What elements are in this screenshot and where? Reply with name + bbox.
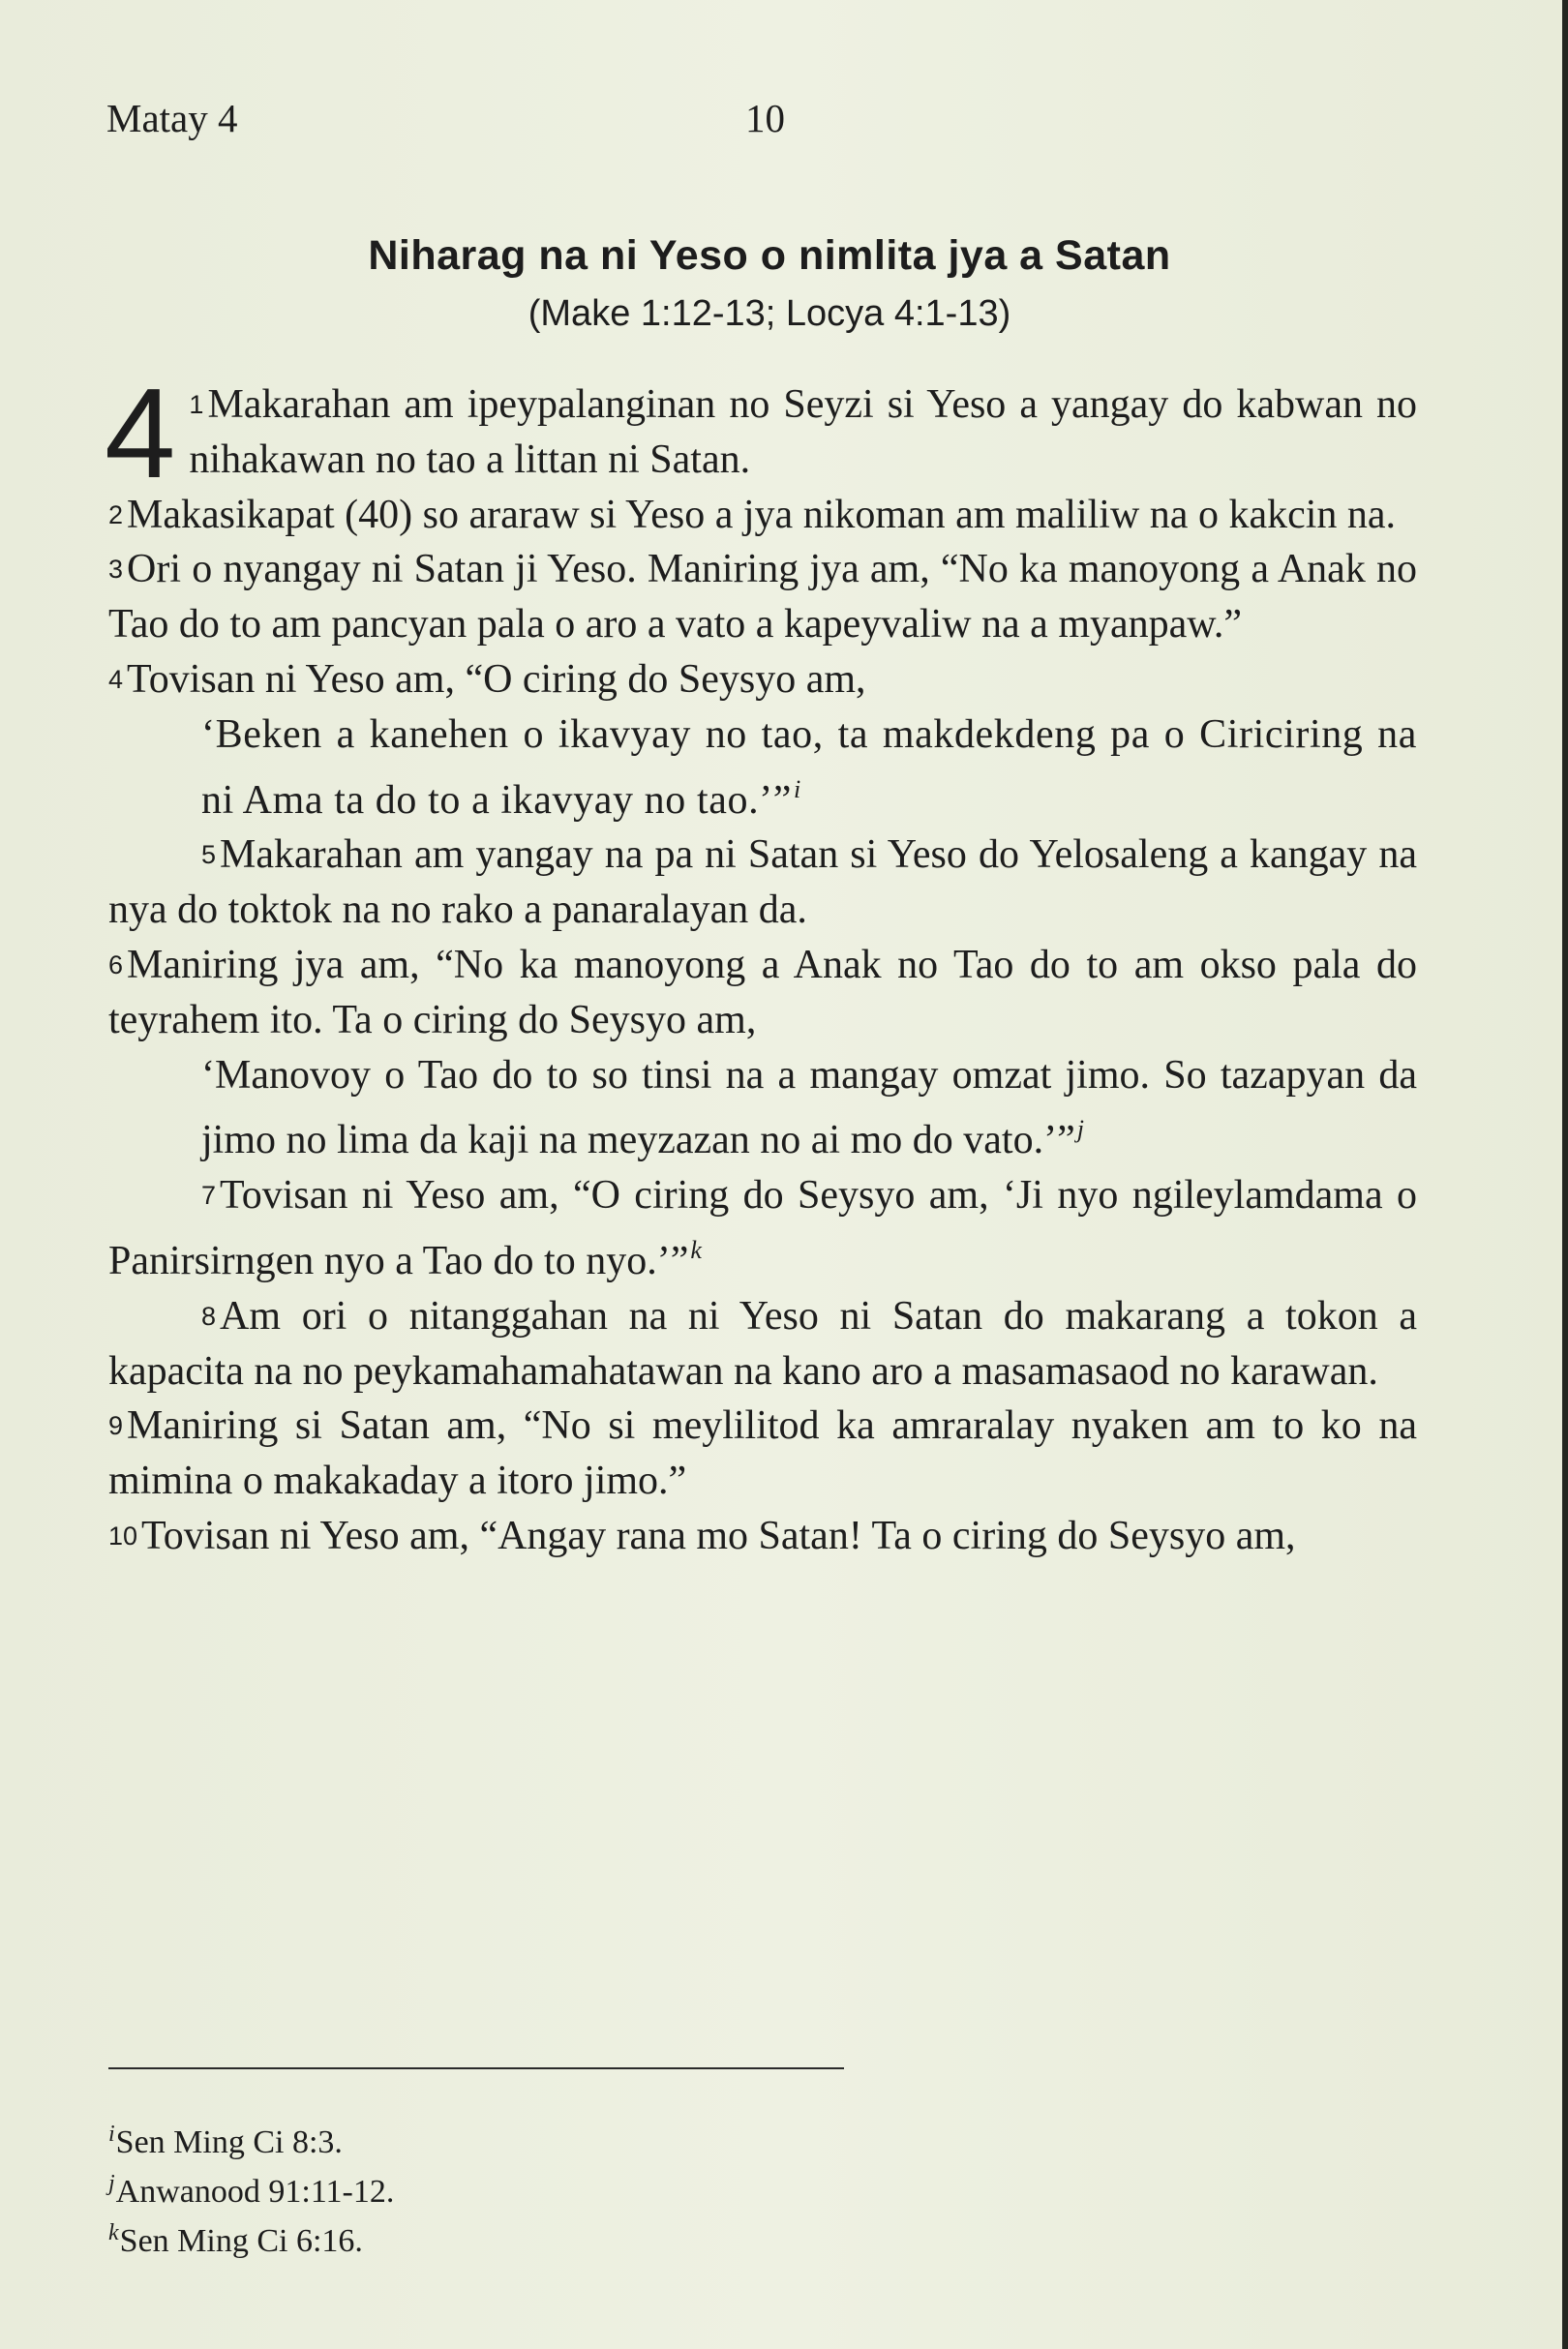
verse-text: Makarahan am ipeypalanginan no Seyzi si Yeso a yangay do kabwan no nihakawan no tao a littan ni Satan. (189, 382, 1417, 482)
footnote-letter: k (108, 2220, 119, 2245)
footnote-letter: j (108, 2171, 115, 2196)
running-head: Matay 4 (106, 96, 238, 140)
footnote-marker: i (794, 774, 801, 803)
verse-text: Makarahan am yangay na pa ni Satan si Yeso do Yelosaleng a kangay na nya do toktok na no rako a panaralayan da. (108, 832, 1417, 933)
scripture-text (105, 362, 1417, 1564)
footnote-text: Anwanood 91:11-12. (115, 2174, 395, 2210)
verse-text: Tovisan ni Yeso am, “Angay rana mo Satan! Ta o ciring do Seysyo am, (141, 1513, 1296, 1558)
footnote-marker: k (690, 1235, 702, 1264)
verse-number: 9 (108, 1411, 124, 1441)
verse-text: Tovisan ni Yeso am, “O ciring do Seysyo am, ‘Ji nyo ngileylamdama o Panirsirngen nyo a Tao do to nyo.’” (108, 1173, 1417, 1283)
footnote-letter: i (108, 2122, 115, 2147)
verse-number: 4 (108, 664, 124, 694)
verse-number: 8 (201, 1301, 217, 1331)
footnote-divider (108, 2067, 844, 2069)
verse-3 (108, 542, 1417, 652)
verse-4 (108, 652, 1417, 708)
section-title: Niharag na ni Yeso o nimlita jya a Satan (368, 232, 1171, 279)
verse-9 (108, 1399, 1417, 1509)
chapter-number: 4 (105, 362, 176, 504)
verse-10 (108, 1509, 1417, 1564)
verse-number: 3 (108, 555, 124, 585)
verse-text: Maniring si Satan am, “No si meylilitod ka amraralay nyaken am to ko na mimina o makakaday a itoro jimo.” (108, 1403, 1417, 1504)
verse-number: 1 (189, 390, 204, 419)
section-reference: (Make 1:12-13; Locya 4:1-13) (528, 293, 1011, 334)
verse-text: Makasikapat (40) so araraw si Yeso a jya nikoman am maliliw na o kakcin na. (127, 492, 1397, 537)
footnote-text: Sen Ming Ci 6:16. (119, 2223, 363, 2259)
verse-2 (108, 488, 1417, 543)
footnote (108, 2163, 394, 2213)
verse-number: 10 (108, 1521, 138, 1551)
quotation-text: ‘Manovoy o Tao do to so tinsi na a mangay omzat jimo. So tazapyan da jimo no lima da kaji na meyzazan no ai mo do vato.’” (201, 1052, 1417, 1163)
footnote (108, 2114, 394, 2163)
footnote-marker: j (1076, 1115, 1084, 1144)
verse-4-quote (201, 708, 1417, 828)
verse-number: 2 (108, 499, 124, 529)
page-header (106, 95, 1462, 153)
page-edge (1562, 0, 1568, 2349)
verse-text: Am ori o nitanggahan na ni Yeso ni Satan do makarang a tokon a kapacita na no peykamahamahatawan na kano aro a masamasaod no karawan. (108, 1293, 1417, 1394)
verse-6 (108, 938, 1417, 1048)
verse-7 (108, 1168, 1417, 1289)
quotation-text: ‘Beken a kanehen o ikavyay no tao, ta makdekdeng pa o Ciriciring na ni Ama ta do to a ikavyay no tao.’” (201, 711, 1417, 823)
verse-number: 5 (201, 840, 217, 870)
verse-text: Ori o nyangay ni Satan ji Yeso. Maniring jya am, “No ka manoyong a Anak no Tao do to am pancyan pala o aro a vato a kapeyvaliw na a myanpaw.” (108, 547, 1417, 647)
verse-number: 7 (201, 1181, 217, 1211)
verse-number: 6 (108, 949, 124, 979)
verse-6-quote (201, 1048, 1417, 1169)
verse-text: Maniring jya am, “No ka manoyong a Anak no Tao do to am okso pala do teyrahem ito. Ta o ciring do Seysyo am, (108, 942, 1417, 1042)
page-number: 10 (745, 96, 785, 140)
footnotes (108, 2114, 394, 2262)
verse-5 (108, 828, 1417, 938)
footnote (108, 2213, 394, 2262)
footnote-text: Sen Ming Ci 8:3. (115, 2124, 343, 2160)
verse-text: Tovisan ni Yeso am, “O ciring do Seysyo am, (127, 656, 866, 702)
verse-8 (108, 1289, 1417, 1400)
verse-1 (105, 362, 1417, 504)
